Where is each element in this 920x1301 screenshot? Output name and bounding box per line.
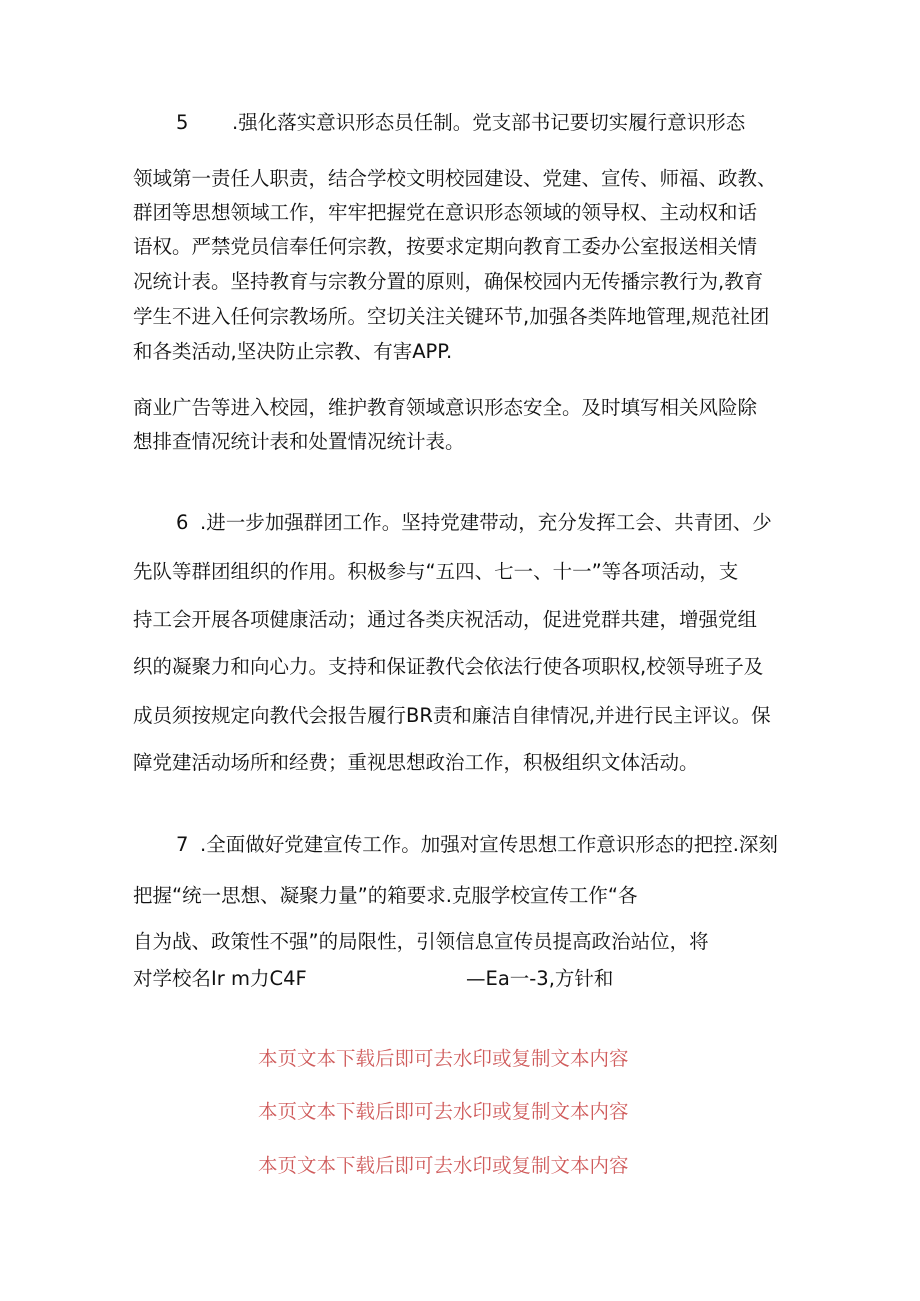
item-5-line-3: 群团等思想领域工作，牢牢把握党在意识形态领域的领导权、主动权和话 xyxy=(133,201,758,224)
item-5-line-8: 商业广告等进入校园，维护教育领域意识形态安全。及时填写相关风险除 xyxy=(133,396,758,419)
item-7-line-4-right: —Ea一-3,方针和 xyxy=(466,967,614,990)
item-5-line-9: 想排查情况统计表和处置情况统计表。 xyxy=(133,430,465,453)
item-5-line-5: 况统计表。坚持教育与宗教分置的原则，确保校园内无传播宗教行为,教育 xyxy=(133,270,764,293)
item-6-line-5: 成员须按规定向教代会报告履行BR责和廉洁自律情况,并进行民主评议。保 xyxy=(133,704,771,727)
item-5-line-4: 语权。严禁党员信奉任何宗教，按要求定期向教育工委办公室报送相关情 xyxy=(133,235,758,258)
item-6-line-6: 障党建活动场所和经费；重视思想政治工作，积极组织文体活动。 xyxy=(133,751,699,774)
watermark-notice-3: 本页文本下载后即可去水印或复制文本内容 xyxy=(258,1154,629,1177)
watermark-notice-1: 本页文本下载后即可去水印或复制文本内容 xyxy=(258,1047,629,1070)
item-6-line-4: 织的凝聚力和向心力。支持和保证教代会依法行使各项职权,校领导班子及 xyxy=(133,655,764,678)
item-5-number: 5 xyxy=(176,111,189,134)
item-5-line-2: 领域第一责任人职责，结合学校文明校园建设、党建、宣传、师福、政教、 xyxy=(133,167,777,190)
item-5-line-6: 学生不进入任何宗教场所。空切关注关键环节,加强各类阵地管理,规范社团 xyxy=(133,305,770,328)
item-6-line-3: 持工会开展各项健康活动；通过各类庆祝活动，促进党群共建，增强党组 xyxy=(133,608,758,631)
item-7-line-4-left: 对学校名Ir m力C4F xyxy=(133,967,307,990)
item-7-line-3: 自为战、政策性不强”的局限性，引领信息宣传员提高政治站位，将 xyxy=(133,930,709,953)
item-6-number: 6 xyxy=(176,511,189,534)
item-5-line-1: .强化落实意识形态员任制。党支部书记要切实履行意识形态 xyxy=(232,111,746,134)
watermark-notice-2: 本页文本下载后即可去水印或复制文本内容 xyxy=(258,1100,629,1123)
item-7-line-1: .全面做好党建宣传工作。加强对宣传思想工作意识形态的把控.深刻 xyxy=(200,833,778,856)
item-5-line-7: 和各类活动,坚决防止宗教、有害APP. xyxy=(133,340,453,363)
item-7-number: 7 xyxy=(176,833,189,856)
item-6-line-2: 先队等群团组织的作用。积极参与“五四、七一、十一”等各项活动，支 xyxy=(133,560,739,583)
item-7-line-2: 把握“统一思想、凝聚力量”的箱要求.克服学校宣传工作“各 xyxy=(133,884,638,907)
item-6-line-1: .进一步加强群团工作。坚持党建带动，充分发挥工会、共青团、少 xyxy=(200,511,772,534)
